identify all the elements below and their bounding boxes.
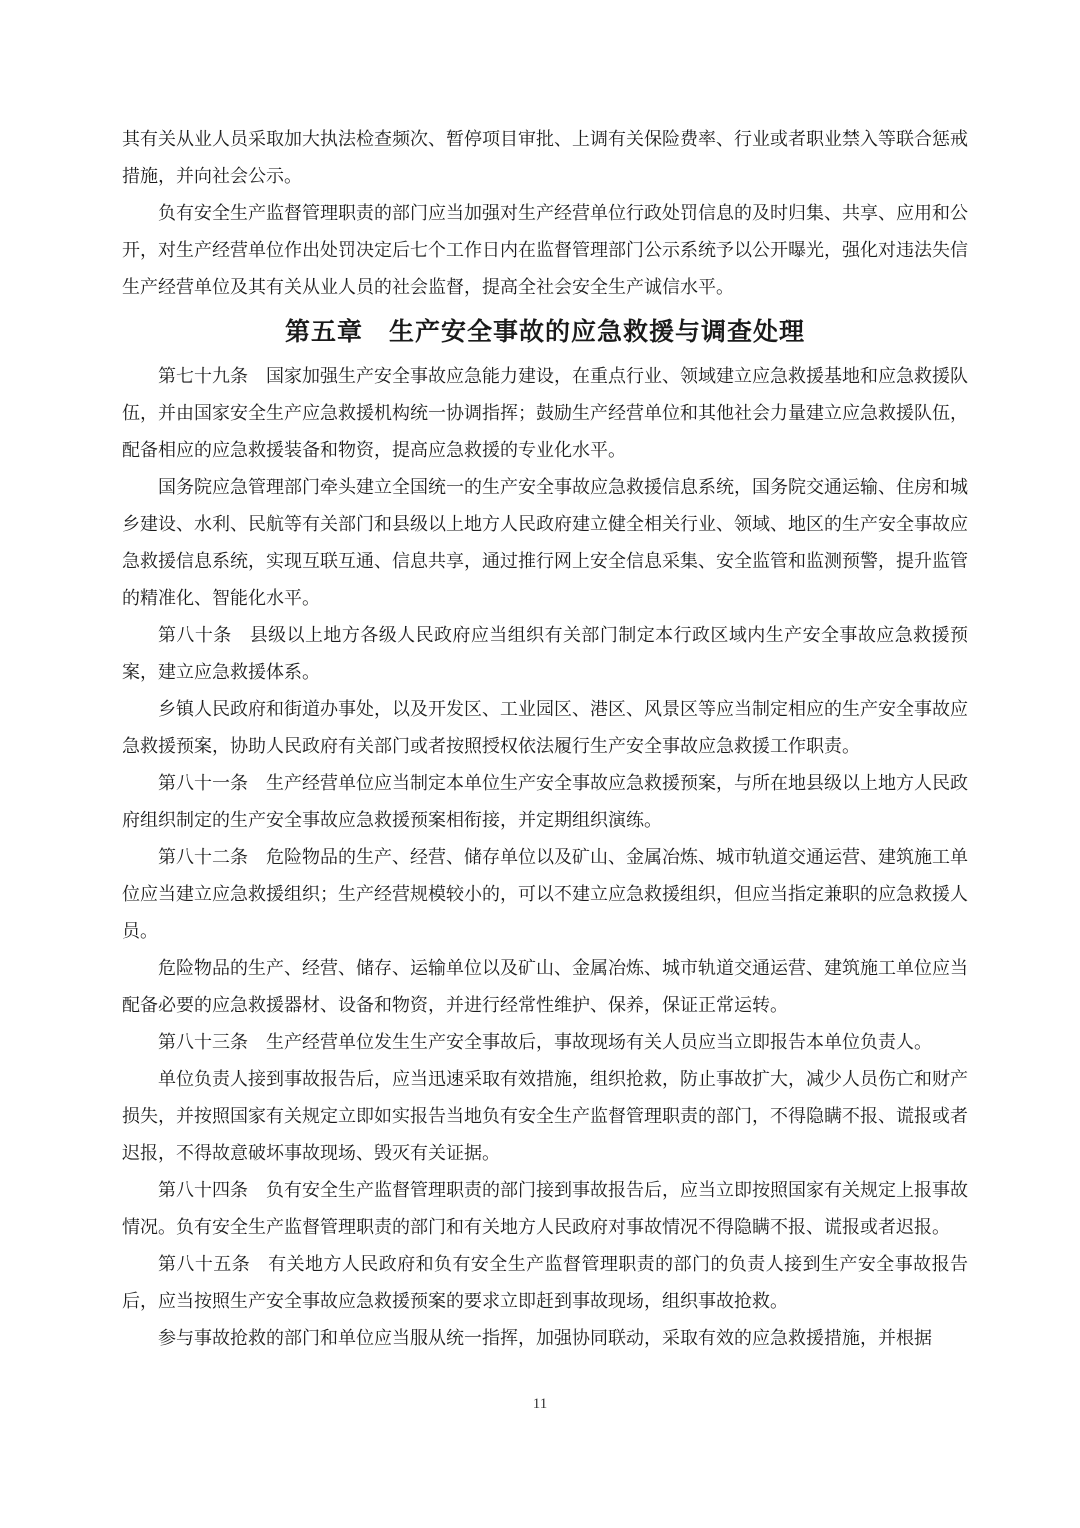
chapter-title: 第五章 生产安全事故的应急救援与调查处理 — [284, 317, 805, 346]
paragraph-text: 危险物品的生产、经营、储存单位以及矿山、金属冶炼、城市轨道交通运营、建筑施工单位应当建立应急救援组织；生产经营规模较小的，可以不建立应急救援组织，但应当指定兼职的应急救援人员。 — [122, 847, 968, 942]
article-number: 第七十九条 — [158, 366, 248, 387]
article-number: 第八十五条 — [158, 1254, 251, 1275]
paragraph — [122, 691, 968, 765]
paragraph-text: 生产经营单位应当制定本单位生产安全事故应急救援预案，与所在地县级以上地方人民政府组织制定的生产安全事故应急救援预案相衔接，并定期组织演练。 — [122, 773, 968, 831]
paragraph-text: 单位负责人接到事故报告后，应当迅速采取有效措施，组织抢救，防止事故扩大，减少人员伤亡和财产损失，并按照国家有关规定立即如实报告当地负有安全生产监督管理职责的部门，不得隐瞒不报、谎报或者迟报，不得故意破坏事故现场、毁灭有关证据。 — [122, 1069, 968, 1164]
paragraph — [122, 469, 968, 617]
paragraph-text: 乡镇人民政府和街道办事处，以及开发区、工业园区、港区、风景区等应当制定相应的生产安全事故应急救援预案，协助人民政府有关部门或者按照授权依法履行生产安全事故应急救援工作职责。 — [122, 699, 968, 757]
article-83 — [122, 1024, 968, 1061]
paragraph-text: 国家加强生产安全事故应急能力建设，在重点行业、领域建立应急救援基地和应急救援队伍，并由国家安全生产应急救援机构统一协调指挥；鼓励生产经营单位和其他社会力量建立应急救援队伍，配备相应的应急救援装备和物资，提高应急救援的专业化水平。 — [122, 366, 968, 461]
paragraph-text: 其有关从业人员采取加大执法检查频次、暂停项目审批、上调有关保险费率、行业或者职业禁入等联合惩戒措施，并向社会公示。 — [122, 129, 968, 187]
paragraph — [122, 195, 968, 306]
paragraph — [122, 950, 968, 1024]
paragraph-text: 国务院应急管理部门牵头建立全国统一的生产安全事故应急救援信息系统，国务院交通运输、住房和城乡建设、水利、民航等有关部门和县级以上地方人民政府建立健全相关行业、领域、地区的生产安全事故应急救援信息系统，实现互联互通、信息共享，通过推行网上安全信息采集、安全监管和监测预警，提升监管的精准化、智能化水平。 — [122, 477, 968, 609]
paragraph-text: 危险物品的生产、经营、储存、运输单位以及矿山、金属冶炼、城市轨道交通运营、建筑施工单位应当配备必要的应急救援器材、设备和物资，并进行经常性维护、保养，保证正常运转。 — [122, 958, 968, 1016]
article-82 — [122, 839, 968, 950]
article-number: 第八十条 — [158, 625, 232, 646]
article-80 — [122, 617, 968, 691]
paragraph-text: 负有安全生产监督管理职责的部门应当加强对生产经营单位行政处罚信息的及时归集、共享、应用和公开，对生产经营单位作出处罚决定后七个工作日内在监督管理部门公示系统予以公开曝光，强化对违法失信生产经营单位及其有关从业人员的社会监督，提高全社会安全生产诚信水平。 — [122, 203, 968, 298]
paragraph-text: 负有安全生产监督管理职责的部门接到事故报告后，应当立即按照国家有关规定上报事故情况。负有安全生产监督管理职责的部门和有关地方人民政府对事故情况不得隐瞒不报、谎报或者迟报。 — [122, 1180, 968, 1238]
page-number: 11 — [532, 1396, 548, 1412]
article-85 — [122, 1246, 968, 1320]
article-number: 第八十三条 — [158, 1032, 248, 1053]
paragraph-text: 生产经营单位发生生产安全事故后，事故现场有关人员应当立即报告本单位负责人。 — [266, 1032, 932, 1053]
article-number: 第八十一条 — [158, 773, 248, 794]
paragraph-text: 参与事故抢救的部门和单位应当服从统一指挥，加强协同联动，采取有效的应急救援措施，并根据 — [158, 1328, 932, 1349]
article-81 — [122, 765, 968, 839]
article-number: 第八十四条 — [158, 1180, 248, 1201]
paragraph-text: 县级以上地方各级人民政府应当组织有关部门制定本行政区域内生产安全事故应急救援预案，建立应急救援体系。 — [122, 625, 969, 683]
paragraph-text: 有关地方人民政府和负有安全生产监督管理职责的部门的负责人接到生产安全事故报告后，应当按照生产安全事故应急救援预案的要求立即赶到事故现场，组织事故抢救。 — [122, 1254, 969, 1312]
article-number: 第八十二条 — [158, 847, 248, 868]
paragraph — [122, 1061, 968, 1172]
paragraph-continues — [122, 1320, 968, 1357]
document-page — [122, 121, 968, 1357]
article-84 — [122, 1172, 968, 1246]
paragraph-continued — [122, 121, 968, 195]
article-79 — [122, 358, 968, 469]
